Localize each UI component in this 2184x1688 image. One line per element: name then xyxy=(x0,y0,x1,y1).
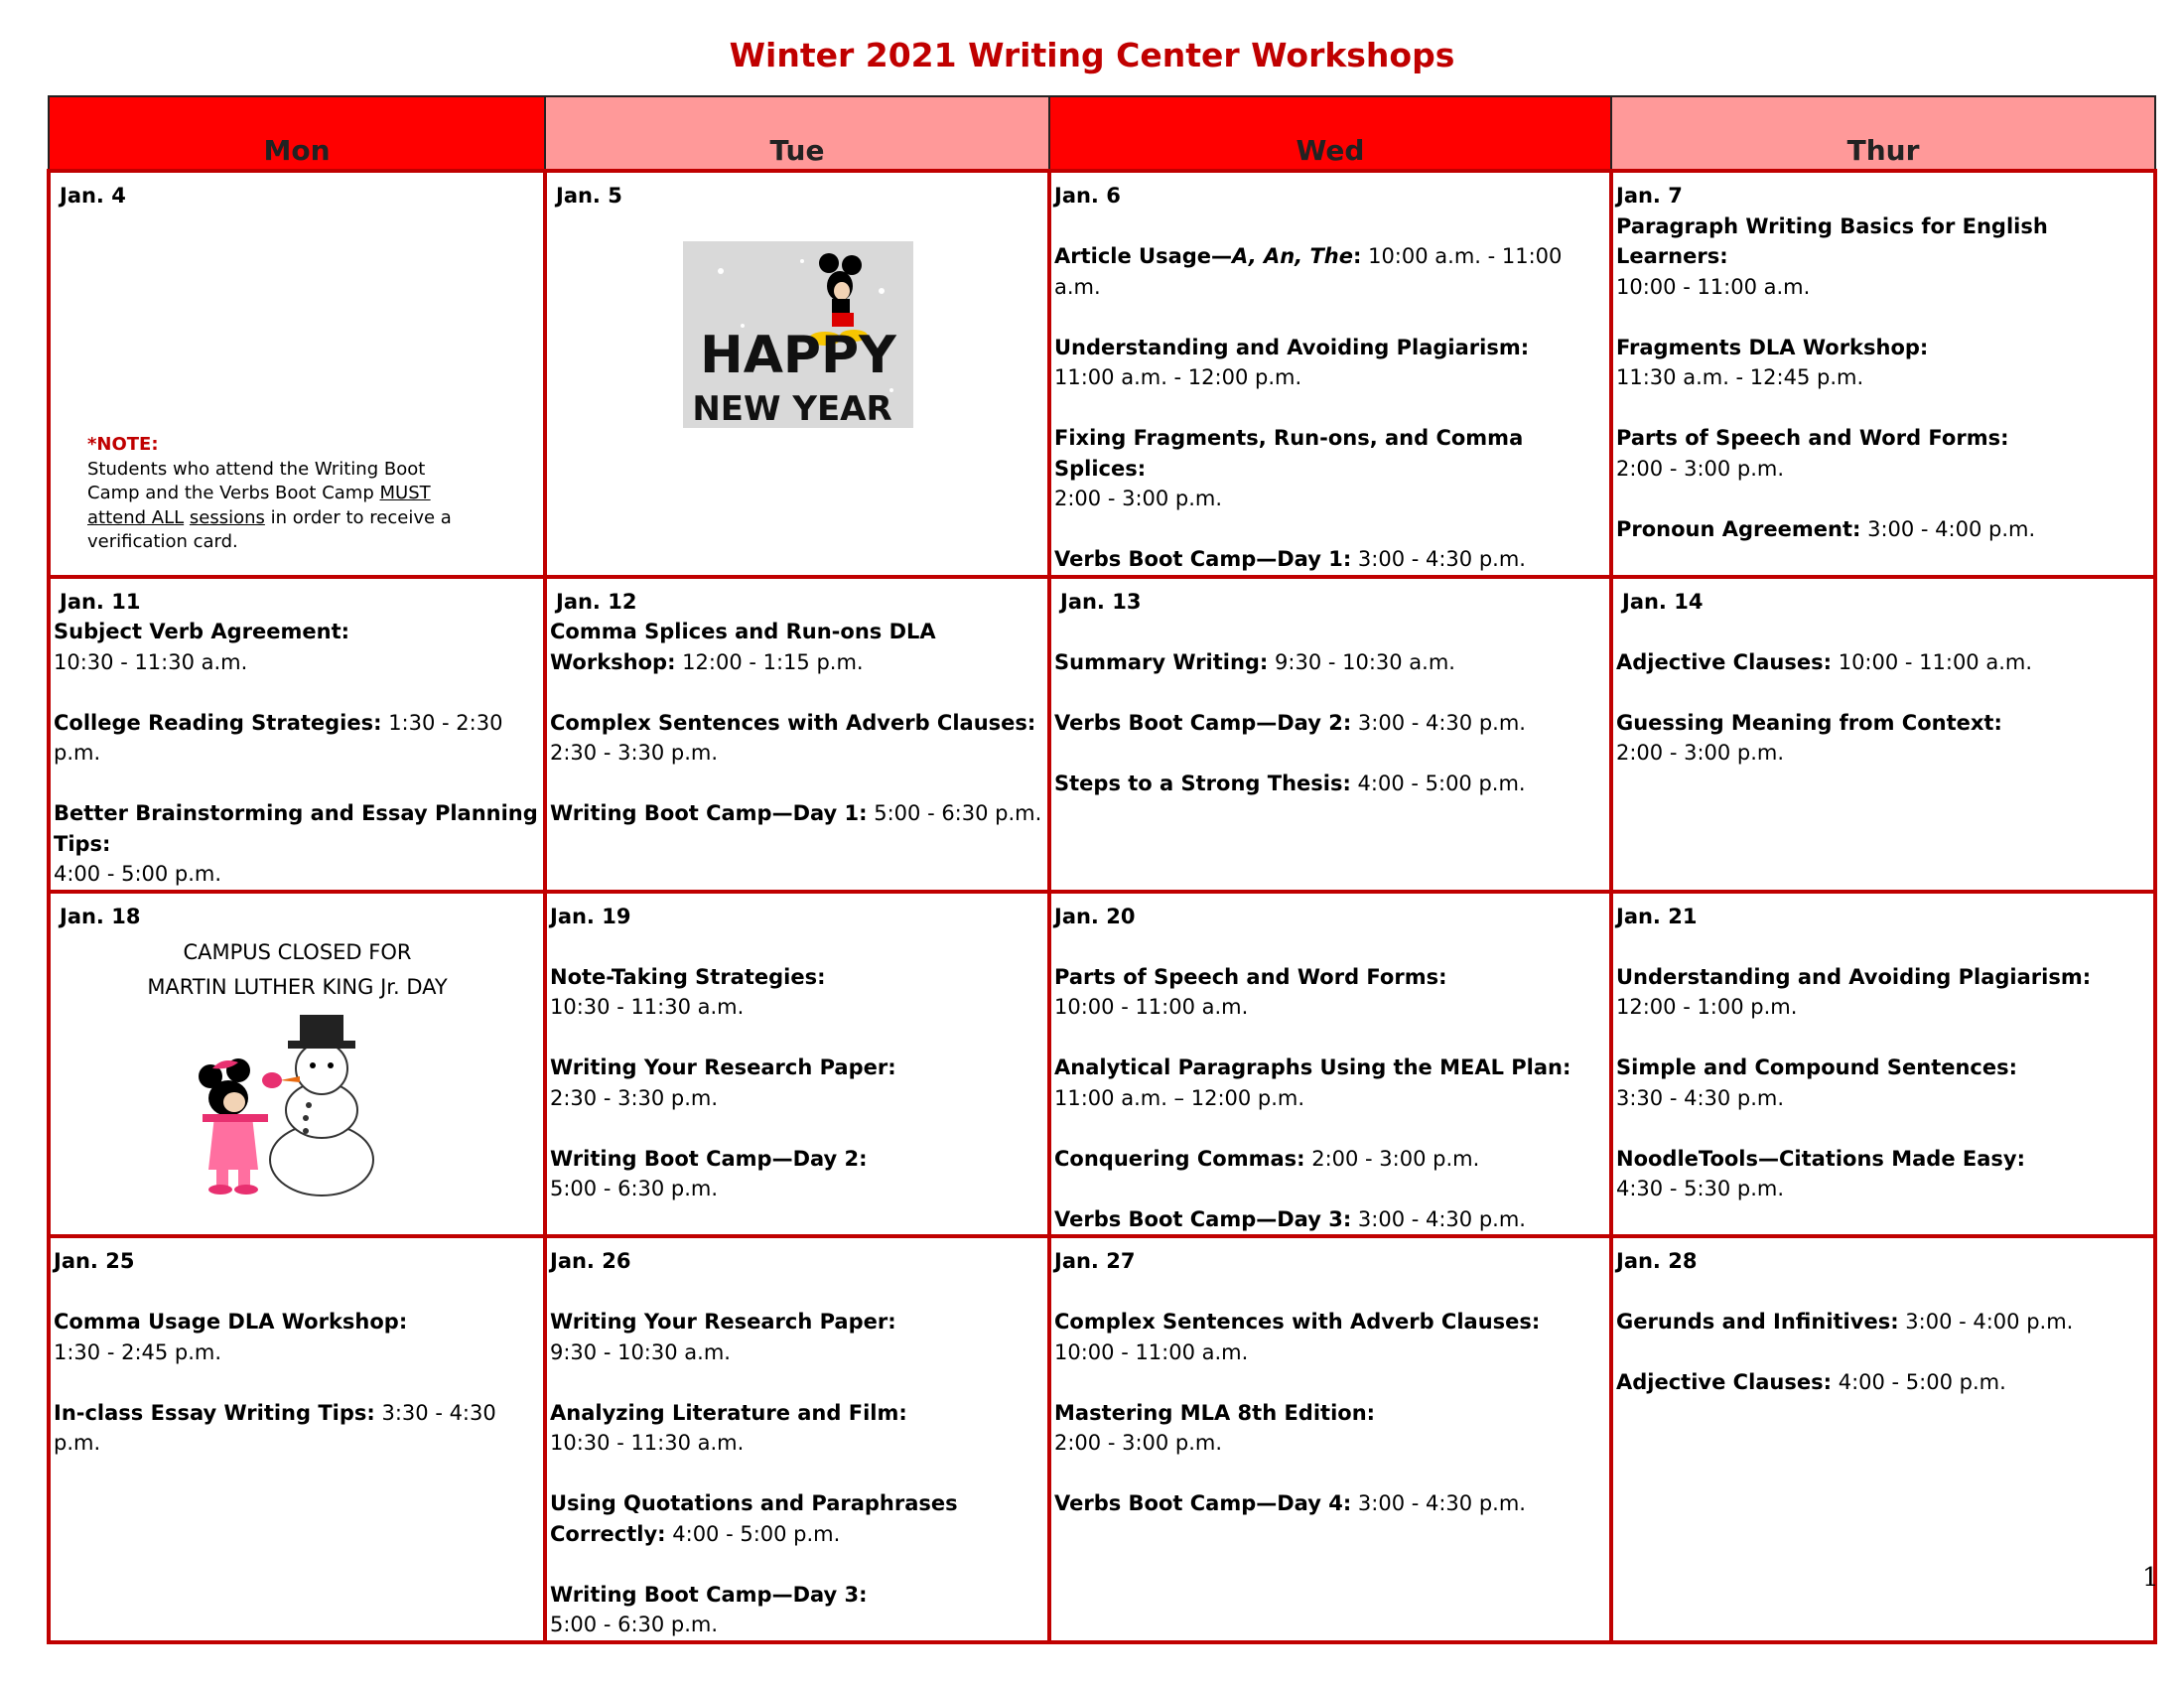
workshop-entry xyxy=(550,1398,1045,1459)
workshop-name: Gerunds and Infinitives: xyxy=(1616,1310,1899,1334)
workshop-time: 10:30 - 11:30 a.m. xyxy=(54,649,248,674)
workshop-name: Analyzing Literature and Film: xyxy=(550,1400,907,1425)
workshop-entry xyxy=(54,617,541,677)
workshop-name: Writing Your Research Paper: xyxy=(550,1310,896,1334)
header-tue: Tue xyxy=(545,96,1049,171)
workshop-time: 11:00 a.m. - 12:00 p.m. xyxy=(1054,365,1302,389)
header-wed: Wed xyxy=(1049,96,1611,171)
workshop-entry xyxy=(1054,1204,1607,1235)
workshop-name: Verbs Boot Camp—Day 1: xyxy=(1054,547,1352,571)
workshop-name: Verbs Boot Camp—Day 3: xyxy=(1054,1206,1352,1231)
workshop-entry xyxy=(1054,708,1607,739)
workshop-entry xyxy=(550,1488,1045,1549)
workshop-name: Parts of Speech and Word Forms: xyxy=(1054,964,1447,989)
workshop-time: 3:00 - 4:30 p.m. xyxy=(1351,547,1526,571)
workshop-time: 11:00 a.m. – 12:00 p.m. xyxy=(1054,1085,1305,1110)
day-cell xyxy=(49,1236,545,1642)
date-label: Jan. 26 xyxy=(550,1249,631,1273)
workshop-time: 1:30 - 2:30 p.m. xyxy=(54,710,503,765)
workshop-name: Complex Sentences with Adverb Clauses: xyxy=(550,710,1036,735)
workshop-time: 12:00 - 1:15 p.m. xyxy=(675,649,864,674)
workshop-name: Writing Boot Camp—Day 2: xyxy=(550,1146,868,1171)
workshop-time: 2:00 - 3:00 p.m. xyxy=(1054,487,1223,510)
workshop-name: Parts of Speech and Word Forms: xyxy=(1616,426,2009,450)
boot-camp-note xyxy=(87,433,465,555)
date-label: Jan. 4 xyxy=(60,184,126,208)
workshop-name: Verbs Boot Camp—Day 4: xyxy=(1054,1491,1352,1515)
day-cell xyxy=(1049,1236,1611,1642)
workshop-time: 10:00 - 11:00 a.m. xyxy=(1832,649,2033,674)
workshop-time: 3:00 - 4:30 p.m. xyxy=(1351,1206,1526,1231)
note-label: *NOTE: xyxy=(87,434,159,455)
workshop-time: 5:00 - 6:30 p.m. xyxy=(550,1177,719,1200)
workshop-entry xyxy=(1616,514,2151,545)
workshop-entry xyxy=(1054,544,1607,575)
workshop-entry xyxy=(1054,769,1607,799)
workshop-time: 10:00 a.m. - 11:00 a.m. xyxy=(1054,244,1563,299)
day-cell xyxy=(545,171,1049,577)
workshop-time: 2:00 - 3:00 p.m. xyxy=(1616,741,1785,765)
minnie-figure-icon xyxy=(199,1058,282,1195)
workshop-name: Fixing Fragments, Run-ons, and Comma Splices: xyxy=(1054,426,1524,481)
workshop-name: Mastering MLA 8th Edition: xyxy=(1054,1400,1376,1425)
note-text: Students who attend the Writing Boot Camp and the Verbs Boot Camp MUST attend ALL sessions in order to receive a verification card. xyxy=(87,458,452,552)
workshop-name: Complex Sentences with Adverb Clauses: xyxy=(1054,1310,1541,1334)
workshop-entry xyxy=(550,962,1045,1023)
workshop-time: 11:30 a.m. - 12:45 p.m. xyxy=(1616,365,1864,389)
workshop-entry xyxy=(1616,1307,2151,1337)
workshop-time: 4:30 - 5:30 p.m. xyxy=(1616,1177,1785,1200)
workshop-entry xyxy=(54,708,541,769)
header-thur: Thur xyxy=(1611,96,2155,171)
workshop-time: 4:00 - 5:00 p.m. xyxy=(665,1521,841,1546)
workshop-entry xyxy=(1616,962,2151,1023)
workshop-entry xyxy=(1616,1144,2151,1204)
workshop-name: Analytical Paragraphs Using the MEAL Plan: xyxy=(1054,1055,1571,1079)
snowman-image xyxy=(183,1011,401,1199)
day-cell xyxy=(1049,577,1611,892)
workshop-name: NoodleTools—Citations Made Easy: xyxy=(1616,1146,2025,1171)
workshop-entry xyxy=(550,798,1045,829)
workshop-time: 3:30 - 4:30 p.m. xyxy=(54,1400,496,1455)
workshop-time: 10:00 - 11:00 a.m. xyxy=(1054,995,1249,1019)
workshop-time: 3:30 - 4:30 p.m. xyxy=(1616,1085,1785,1110)
workshop-entry xyxy=(550,617,1045,677)
day-header-row xyxy=(49,96,2155,171)
workshop-entry xyxy=(1054,1307,1607,1367)
workshop-time: 9:30 - 10:30 a.m. xyxy=(1268,649,1455,674)
workshop-time: 12:00 - 1:00 p.m. xyxy=(1616,995,1798,1019)
workshop-name: Writing Your Research Paper: xyxy=(550,1055,896,1079)
day-cell xyxy=(1049,892,1611,1237)
workshop-name: Comma Splices and Run-ons DLA Workshop: xyxy=(550,620,936,674)
workshop-entry xyxy=(550,1580,1045,1640)
day-cell xyxy=(545,1236,1049,1642)
workshop-entry xyxy=(1054,1144,1607,1175)
workshop-name: Adjective Clauses: xyxy=(1616,1370,1833,1394)
day-cell xyxy=(49,892,545,1237)
workshop-entry xyxy=(1616,708,2151,769)
workshop-name: Note-Taking Strategies: xyxy=(550,964,826,989)
workshop-entry xyxy=(54,798,541,890)
workshop-name: Subject Verb Agreement: xyxy=(54,620,350,643)
workshop-entry xyxy=(54,1398,541,1459)
date-label: Jan. 11 xyxy=(60,589,141,614)
workshop-entry xyxy=(1616,1053,2151,1113)
date-label: Jan. 25 xyxy=(54,1249,135,1273)
workshop-time: 10:30 - 11:30 a.m. xyxy=(550,1431,745,1455)
workshop-name-tail: : xyxy=(1353,244,1362,268)
workshop-name: College Reading Strategies: xyxy=(54,710,382,735)
header-mon: Mon xyxy=(49,96,545,171)
workshop-name: Writing Boot Camp—Day 3: xyxy=(550,1582,868,1607)
page-title: Winter 2021 Writing Center Workshops xyxy=(729,36,1455,74)
workshop-time: 3:00 - 4:30 p.m. xyxy=(1351,1491,1526,1515)
hny-line1: HAPPY xyxy=(699,325,896,385)
workshop-entry xyxy=(1616,333,2151,393)
date-label: Jan. 19 xyxy=(550,904,631,928)
workshop-entry xyxy=(1616,1367,2151,1398)
workshop-name: Comma Usage DLA Workshop: xyxy=(54,1310,408,1334)
workshop-name: Adjective Clauses: xyxy=(1616,649,1833,674)
workshop-name: Simple and Compound Sentences: xyxy=(1616,1055,2018,1079)
workshop-name: Guessing Meaning from Context: xyxy=(1616,710,2002,735)
workshop-calendar xyxy=(47,95,2157,1644)
day-cell xyxy=(1611,577,2155,892)
date-label: Jan. 14 xyxy=(1622,589,1704,614)
date-label: Jan. 13 xyxy=(1060,589,1142,614)
date-label: Jan. 18 xyxy=(60,904,141,928)
workshop-name: Better Brainstorming and Essay Planning Tips: xyxy=(54,801,538,856)
workshop-time: 2:30 - 3:30 p.m. xyxy=(550,741,719,765)
date-label: Jan. 28 xyxy=(1616,1249,1698,1273)
workshop-time: 3:00 - 4:30 p.m. xyxy=(1351,710,1526,735)
date-label: Jan. 20 xyxy=(1054,904,1136,928)
page-number: 1 xyxy=(2142,1563,2159,1593)
workshop-time: 10:30 - 11:30 a.m. xyxy=(550,995,745,1019)
workshop-entry xyxy=(1054,333,1607,393)
mlk-closed-notice: CAMPUS CLOSED FOR MARTIN LUTHER KING Jr. DAY xyxy=(147,940,448,999)
workshop-time: 1:30 - 2:45 p.m. xyxy=(54,1339,222,1364)
workshop-name: Writing Boot Camp—Day 1: xyxy=(550,801,868,825)
workshop-name: Pronoun Agreement: xyxy=(1616,516,1861,541)
day-cell xyxy=(545,577,1049,892)
workshop-name: Understanding and Avoiding Plagiarism: xyxy=(1054,335,1530,359)
workshop-time: 3:00 - 4:00 p.m. xyxy=(1860,516,2036,541)
week-row xyxy=(49,1236,2155,1642)
day-cell xyxy=(1611,1236,2155,1642)
day-cell xyxy=(1611,892,2155,1237)
workshop-entry xyxy=(1054,1053,1607,1113)
workshop-entry xyxy=(550,1053,1045,1113)
workshop-name: Conquering Commas: xyxy=(1054,1146,1305,1171)
workshop-name: Summary Writing: xyxy=(1054,649,1269,674)
workshop-name: Steps to a Strong Thesis: xyxy=(1054,771,1351,795)
workshop-entry xyxy=(1054,1488,1607,1519)
workshop-name: Article Usage— xyxy=(1054,244,1233,268)
day-cell xyxy=(49,577,545,892)
workshop-time: 2:00 - 3:00 p.m. xyxy=(1616,456,1785,481)
week-row xyxy=(49,577,2155,892)
hny-line2: NEW YEAR xyxy=(691,388,892,428)
workshop-entry xyxy=(1616,211,2151,303)
workshop-time: 2:30 - 3:30 p.m. xyxy=(550,1085,719,1110)
day-cell xyxy=(1611,171,2155,577)
workshop-entry xyxy=(1054,423,1607,514)
workshop-name-italic: A, An, The xyxy=(1232,244,1353,268)
day-cell xyxy=(49,171,545,577)
workshop-time: 4:00 - 5:00 p.m. xyxy=(1350,771,1526,795)
workshop-entry xyxy=(1054,241,1607,302)
workshop-entry xyxy=(1054,962,1607,1023)
workshop-entry xyxy=(1054,647,1607,678)
workshop-time: 4:00 - 5:00 p.m. xyxy=(1832,1370,2006,1394)
workshop-time: 3:00 - 4:00 p.m. xyxy=(1898,1310,2074,1334)
date-label: Jan. 12 xyxy=(556,589,637,614)
workshop-name: Paragraph Writing Basics for English Learners: xyxy=(1616,213,2048,268)
workshop-entry xyxy=(54,1307,541,1367)
workshop-time: 2:00 - 3:00 p.m. xyxy=(1054,1431,1223,1455)
workshop-name: Verbs Boot Camp—Day 2: xyxy=(1054,710,1352,735)
day-cell xyxy=(1049,171,1611,577)
workshop-time: 5:00 - 6:30 p.m. xyxy=(867,801,1042,825)
workshop-time: 2:00 - 3:00 p.m. xyxy=(1304,1146,1480,1171)
workshop-name: Fragments DLA Workshop: xyxy=(1616,335,1929,359)
workshop-entry xyxy=(1616,423,2151,484)
workshop-time: 5:00 - 6:30 p.m. xyxy=(550,1613,719,1636)
happy-new-year-image xyxy=(683,241,913,428)
day-cell xyxy=(545,892,1049,1237)
workshop-entry xyxy=(550,708,1045,769)
week-row xyxy=(49,892,2155,1237)
workshop-name: Understanding and Avoiding Plagiarism: xyxy=(1616,964,2092,989)
date-label: Jan. 27 xyxy=(1054,1249,1136,1273)
workshop-time: 4:00 - 5:00 p.m. xyxy=(54,862,222,886)
workshop-entry xyxy=(1054,1398,1607,1459)
date-label: Jan. 6 xyxy=(1054,184,1121,208)
workshop-time: 9:30 - 10:30 a.m. xyxy=(550,1339,731,1364)
workshop-name: In-class Essay Writing Tips: xyxy=(54,1400,375,1425)
workshop-entry xyxy=(550,1307,1045,1367)
date-label: Jan. 5 xyxy=(556,184,622,208)
workshop-entry xyxy=(550,1144,1045,1204)
workshop-entry xyxy=(1616,647,2151,678)
workshop-name: Using Quotations and Paraphrases Correctly: xyxy=(550,1491,958,1546)
date-label: Jan. 21 xyxy=(1616,904,1698,928)
week-row xyxy=(49,171,2155,577)
date-label: Jan. 7 xyxy=(1616,184,1683,208)
workshop-time: 10:00 - 11:00 a.m. xyxy=(1054,1339,1249,1364)
workshop-time: 10:00 - 11:00 a.m. xyxy=(1616,274,1811,299)
